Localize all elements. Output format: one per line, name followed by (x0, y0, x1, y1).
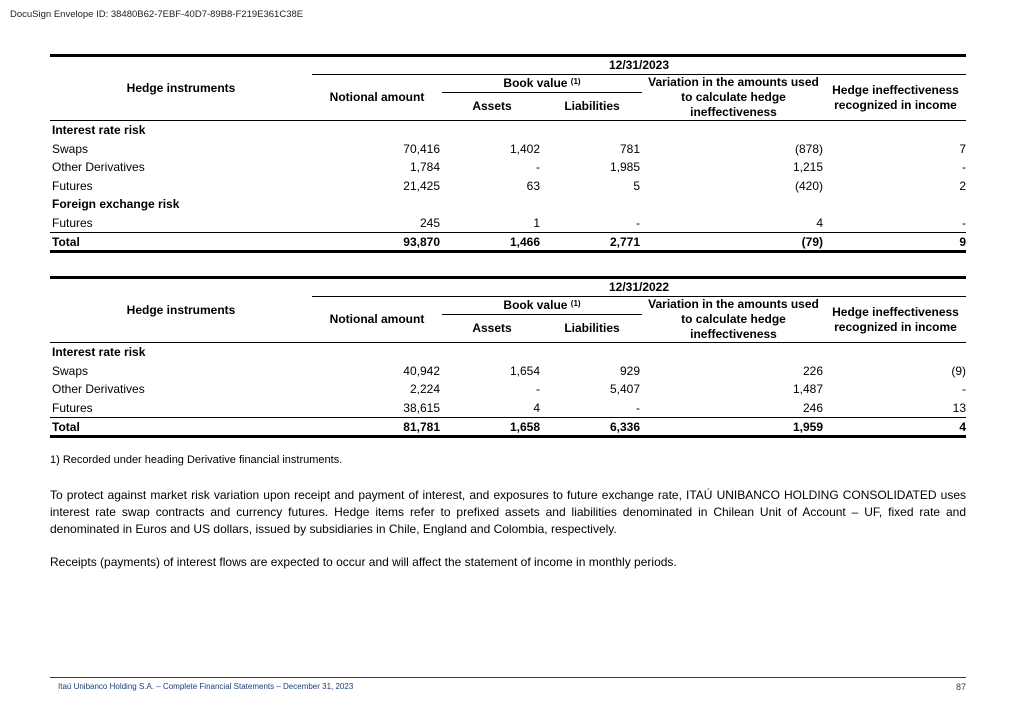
total-assets: 1,466 (442, 233, 542, 252)
cell-assets: 4 (533, 400, 540, 415)
cell-assets: 1 (533, 215, 540, 230)
row-label: Futures (52, 215, 93, 230)
table-row (50, 380, 966, 399)
header-variation: Variation in the amounts used to calculate hedge ineffectiveness (642, 75, 825, 121)
total-row (50, 233, 966, 252)
cell-variation: (420) (794, 178, 823, 193)
header-date: 12/31/2022 (312, 278, 966, 297)
section-row (50, 121, 966, 140)
cell-variation: (878) (794, 141, 823, 156)
header-ineffectiveness: Hedge ineffectiveness recognized in income (825, 297, 966, 343)
table-row (50, 362, 966, 381)
hedge-table-2022 (50, 276, 966, 438)
total-label: Total (50, 233, 312, 252)
cell-assets: 63 (526, 178, 540, 193)
cell-variation: 1,215 (792, 160, 823, 175)
total-liabilities: 6,336 (542, 418, 642, 437)
paragraph-receipts: Receipts (payments) of interest flows are expected to occur and will affect the statement of income in monthly periods. (50, 555, 677, 569)
total-notional: 81,781 (312, 418, 442, 437)
cell-assets: - (536, 382, 540, 397)
section-title: Foreign exchange risk (52, 197, 180, 212)
cell-ineffectiveness: - (962, 382, 966, 397)
cell-notional: 245 (419, 215, 440, 230)
cell-ineffectiveness: - (962, 160, 966, 175)
row-label: Swaps (52, 141, 89, 156)
header-date: 12/31/2023 (312, 56, 966, 75)
cell-notional: 2,224 (409, 382, 440, 397)
cell-liabilities: - (636, 400, 640, 415)
total-row (50, 418, 966, 437)
row-label: Other Derivatives (52, 160, 145, 175)
section-row (50, 343, 966, 362)
header-variation: Variation in the amounts used to calculate hedge ineffectiveness (642, 297, 825, 343)
header-notional-amount: Notional amount (312, 297, 442, 343)
header-liabilities: Liabilities (542, 93, 642, 121)
footer-document-title: Itaú Unibanco Holding S.A. – Complete Financial Statements – December 31, 2023 (58, 682, 354, 691)
table-row (50, 399, 966, 418)
cell-assets: 1,402 (509, 141, 540, 156)
cell-ineffectiveness: 2 (959, 178, 966, 193)
header-assets: Assets (442, 315, 542, 343)
paragraph-market-risk: To protect against market risk variation upon receipt and payment of interest, and exposures to future exchange rate, ITAÚ UNIBANCO HOLDING CONSOLIDATED uses interest rate swap contracts and currency futures. Hedge items refer to prefixed assets and liabilities denominated in Chilean Unit of Account – UF, fixed rate and denominated in Euros and US dollars, issued by subsidiaries in Chile, England and Colombia, respectively. (50, 488, 966, 536)
cell-liabilities: 5 (633, 178, 640, 193)
cell-liabilities: 5,407 (609, 382, 640, 397)
cell-variation: 226 (802, 363, 823, 378)
section-row (50, 195, 966, 214)
header-book-value: Book value $^{(1)}$ (442, 297, 642, 315)
cell-ineffectiveness: (9) (951, 363, 966, 378)
cell-liabilities: 929 (619, 363, 640, 378)
footer-divider (50, 677, 966, 678)
page-number: 87 (955, 682, 966, 692)
table-row (50, 140, 966, 159)
row-label: Swaps (52, 363, 89, 378)
total-notional: 93,870 (312, 233, 442, 252)
cell-liabilities: - (636, 215, 640, 230)
total-assets: 1,658 (442, 418, 542, 437)
cell-variation: 1,487 (792, 382, 823, 397)
header-liabilities: Liabilities (542, 315, 642, 343)
cell-variation: 4 (816, 215, 823, 230)
table-row (50, 158, 966, 177)
row-label: Futures (52, 178, 93, 193)
cell-liabilities: 1,985 (609, 160, 640, 175)
table-row (50, 214, 966, 233)
cell-notional: 21,425 (403, 178, 440, 193)
header-notional-amount: Notional amount (312, 75, 442, 121)
cell-notional: 70,416 (403, 141, 440, 156)
section-title: Interest rate risk (52, 345, 146, 360)
cell-notional: 40,942 (403, 363, 440, 378)
hedge-table-2023 (50, 54, 966, 253)
row-label: Futures (52, 400, 93, 415)
total-variation: (79) (642, 233, 825, 252)
total-ineffectiveness: 9 (825, 233, 966, 252)
table-row (50, 177, 966, 196)
total-ineffectiveness: 4 (825, 418, 966, 437)
cell-notional: 1,784 (409, 160, 440, 175)
footnote: 1) Recorded under heading Derivative financial instruments. (50, 454, 343, 466)
total-liabilities: 2,771 (542, 233, 642, 252)
cell-ineffectiveness: 7 (959, 141, 966, 156)
total-variation: 1,959 (642, 418, 825, 437)
header-ineffectiveness: Hedge ineffectiveness recognized in income (825, 75, 966, 121)
row-label: Other Derivatives (52, 382, 145, 397)
header-book-value: Book value $^{(1)}$ (442, 75, 642, 93)
section-title: Interest rate risk (52, 123, 146, 138)
envelope-id: DocuSign Envelope ID: 38480B62-7EBF-40D7-89B8-F219E361C38E (10, 9, 304, 20)
cell-assets: - (536, 160, 540, 175)
header-hedge-instruments: Hedge instruments (50, 56, 312, 121)
cell-notional: 38,615 (403, 400, 440, 415)
cell-ineffectiveness: - (962, 215, 966, 230)
header-assets: Assets (442, 93, 542, 121)
header-hedge-instruments: Hedge instruments (50, 278, 312, 343)
cell-variation: 246 (802, 400, 823, 415)
cell-liabilities: 781 (619, 141, 640, 156)
cell-ineffectiveness: 13 (952, 400, 966, 415)
cell-assets: 1,654 (509, 363, 540, 378)
total-label: Total (50, 418, 312, 437)
